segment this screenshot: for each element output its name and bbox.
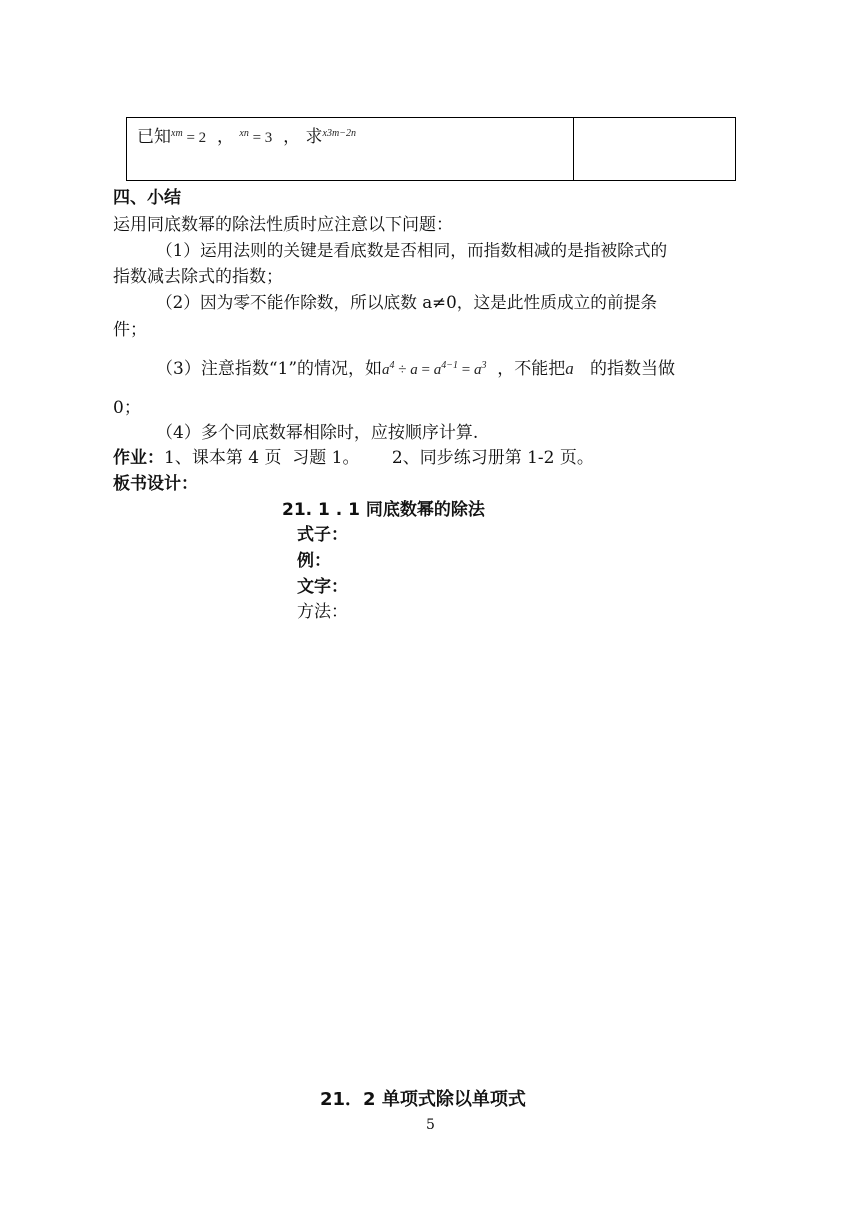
page-number: 5 <box>426 1117 435 1133</box>
homework-label: 作业： <box>113 448 164 468</box>
board-label: 板书设计： <box>113 474 198 494</box>
summary-item-1-line-1: （1）运用法则的关键是看底数是否相同，而指数相减的是指被除式的 <box>156 240 668 260</box>
homework-text: 1、课本第 4 页 习题 1。 2、同步练习册第 1-2 页。 <box>164 448 594 468</box>
separator: ， <box>283 127 301 147</box>
summary-item-3 <box>156 354 675 379</box>
summary-heading: 四、小结 <box>113 188 181 208</box>
board-formula: 式子： <box>297 525 348 545</box>
summary-item-1-line-2: 指数减去除式的指数； <box>113 267 283 287</box>
item3-text: （3）注意指数“1”的情况，如 <box>156 359 383 379</box>
eq1: $^{xm}$ = 2 <box>171 128 207 146</box>
question-table <box>126 117 736 181</box>
question-known: 已知 <box>137 127 171 147</box>
homework <box>113 443 594 468</box>
summary-intro: 运用同底数幂的除法性质时应注意以下问题： <box>113 215 453 235</box>
answer-cell <box>574 118 736 181</box>
item3-text: ，不能把 <box>497 359 566 379</box>
eq2: $^{xn}$ = 3 <box>239 128 273 146</box>
board-words: 文字： <box>297 577 348 597</box>
target-expression: x3m−2n <box>322 128 356 139</box>
question-cell <box>127 118 574 181</box>
separator: ， <box>216 127 234 147</box>
summary-item-2-line-2: 件； <box>113 320 147 340</box>
summary-item-3-line-2: 0； <box>113 398 141 418</box>
summary-item-4: （4）多个同底数幂相除时，应按顺序计算. <box>156 423 479 443</box>
board-method: 方法： <box>297 602 348 622</box>
board-title: 21. 1 . 1 同底数幂的除法 <box>282 500 485 520</box>
item3-formula: $a^4 \div a = a^{4-1} = a^3$ <box>382 360 487 378</box>
summary-item-2-line-1: （2）因为零不能作除数，所以底数 a≠0，这是此性质成立的前提条 <box>156 292 658 312</box>
board-example: 例： <box>297 551 331 571</box>
item3-variable: a <box>565 359 574 378</box>
next-section-heading: 21．2 单项式除以单项式 <box>320 1089 526 1110</box>
question-ask: 求 <box>305 127 323 147</box>
item3-text: 的指数当做 <box>589 359 675 379</box>
